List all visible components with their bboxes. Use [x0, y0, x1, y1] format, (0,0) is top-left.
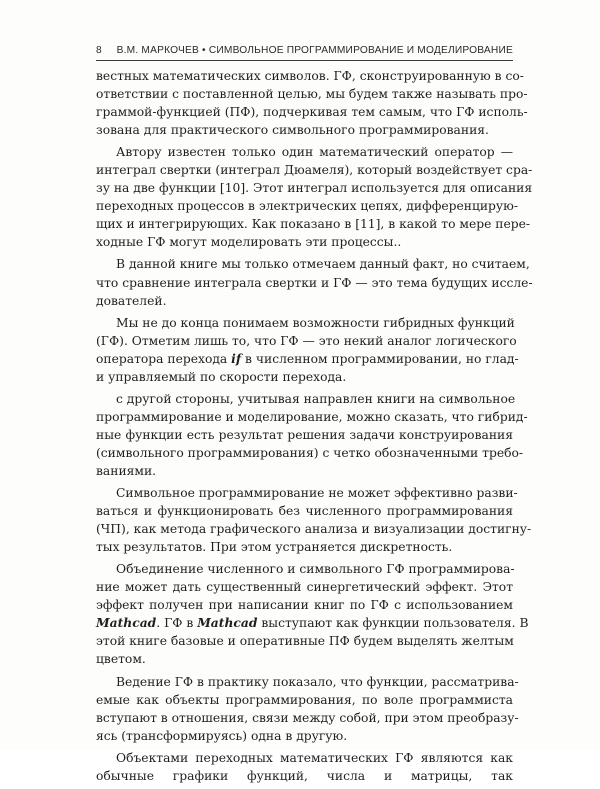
text-line: переходных процессов в электрических цепях, дифференцирую- — [96, 199, 519, 214]
paragraph — [96, 390, 528, 480]
text-line: ние может дать существенный синергетический эффект. Этот — [96, 580, 513, 595]
text-line: (ЧП), как метода графического анализа и визуализации достигну- — [96, 522, 532, 537]
text-line: Символьное программирование не может эффективно разви- — [116, 486, 518, 501]
emphasis-mathcad: Mathcad — [197, 615, 258, 631]
text-fragment: в численном программировании, но глад- — [241, 351, 519, 366]
paragraph — [96, 255, 533, 309]
running-header — [96, 44, 513, 61]
emphasis-if: if — [231, 350, 242, 366]
text-line: цветом. — [96, 652, 146, 667]
paragraph — [96, 749, 513, 785]
text-line: что сравнение интеграла свертки и ГФ — это тема будущих иссле- — [96, 275, 533, 290]
text-line: с другой стороны, учитывая направлен книги на символьное — [116, 391, 516, 406]
text-line: Ведение ГФ в практику показало, что функции, рассматрива- — [116, 674, 519, 689]
text-line: Мы не до конца понимаем возможности гибридных функций — [116, 315, 515, 330]
text-line: Объектами переходных математических ГФ являются как — [116, 750, 513, 765]
text-line: ответствии с поставленной целью, мы будем также называть про- — [96, 87, 528, 102]
running-title: В.М. МАРКОЧЕВ • СИМВОЛЬНОЕ ПРОГРАММИРОВАНИЕ И МОДЕЛИРОВАНИЕ — [116, 45, 513, 56]
text-line: (ГФ). Отметим лишь то, что ГФ — это некий аналог логического — [96, 333, 517, 348]
text-line: ваниями. — [96, 463, 157, 478]
text-line: и управляемый по скорости перехода. — [96, 369, 347, 384]
text-line: эффект получен при написании книг по ГФ с использованием — [96, 598, 513, 613]
text-line: интеграл свертки (интеграл Дюамеля), который воздействует сра- — [96, 163, 533, 178]
text-line: ваться и функционировать без численного программирования — [96, 504, 513, 519]
text-line: этой книге базовые и оперативные ПФ будем выделять желтым — [96, 634, 514, 649]
text-line: тых результатов. При этом устраняется дискретность. — [96, 540, 453, 555]
paragraph — [96, 484, 532, 556]
text-line: вступают в отношения, связи между собой, при этом преобразу- — [96, 710, 519, 725]
text-line: ные функции есть результат решения задачи конструирования — [96, 427, 513, 442]
text-line: обычные графики функций, числа и матрицы, так — [96, 768, 513, 783]
text-line: ясь (трансформируясь) одна в другую. — [96, 728, 348, 743]
paragraph — [96, 560, 529, 668]
text-line: (символьного программирования) с четко обозначенными требо- — [96, 445, 524, 460]
text-line: зу на две функции [10]. Этот интеграл используется для описания — [96, 181, 533, 196]
page-number: 8 — [96, 45, 102, 56]
text-line: граммой-функцией (ПФ), подчеркивая тем самым, что ГФ исполь- — [96, 105, 528, 120]
text-line: зована для практического символьного программирования. — [96, 123, 489, 138]
emphasis-mathcad: Mathcad — [96, 615, 157, 631]
text-line-with-emphasis — [96, 350, 519, 368]
text-line-with-emphasis — [96, 614, 529, 632]
paragraph — [96, 67, 528, 139]
text-line: вестных математических символов. ГФ, сконструированную в со- — [96, 69, 524, 83]
text-line: емые как объекты программирования, по воле программиста — [96, 692, 513, 707]
text-line: программирование и моделирование, можно сказать, что гибрид- — [96, 409, 528, 424]
text-fragment: выступают как функции пользователя. В — [257, 616, 529, 631]
paragraph — [96, 143, 533, 251]
text-fragment: . ГФ в — [156, 616, 198, 631]
text-line: В данной книге мы только отмечаем данный факт, но считаем, — [116, 257, 530, 272]
text-line: Объединение численного и символьного ГФ программирова- — [116, 562, 515, 577]
text-line: дователей. — [96, 293, 167, 308]
paragraph — [96, 673, 519, 745]
text-line: щих и интегрирующих. Как показано в [11], в какой то мере пере- — [96, 217, 531, 232]
text-line: Автору известен только один математический оператор — — [116, 145, 513, 160]
body-text — [96, 67, 533, 789]
text-line: ходные ГФ могут моделировать эти процессы.. — [96, 235, 402, 250]
text-fragment: оператора перехода — [96, 351, 232, 366]
paragraph — [96, 314, 519, 386]
